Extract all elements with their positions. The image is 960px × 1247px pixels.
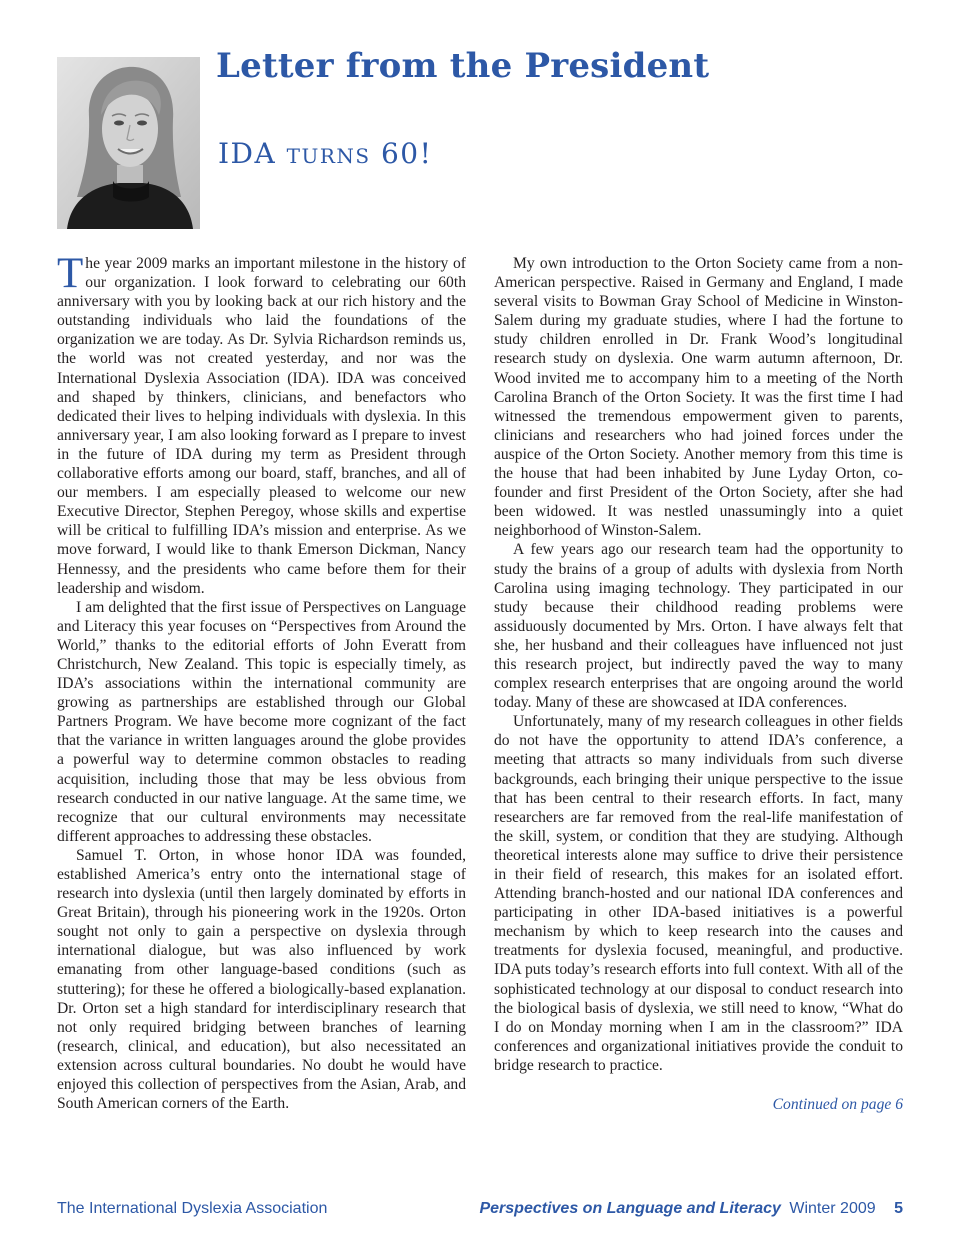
footer-issue: Winter 2009 [789, 1200, 876, 1217]
footer-page-number: 5 [894, 1200, 903, 1217]
article-paragraph: Unfortunately, many of my research colleagues in other fields do not have the opportunity to attend IDA’s conference, a meeting that attracts so many individuals from such diverse backgrounds, each bringing their unique perspective to the issue that has been central to their research efforts. In fact, many researchers are far removed from the real-life manifestation of the skill, system, or condition that they are studying. Although theoretical interests alone may suffice to drive their persistence in their field of research, this makes for an isolated effort. Attending branch-hosted and our national IDA conferences and participating in other IDA-based initiatives is a powerful mechanism by which to keep research into the causes and treatments for dyslexia focused, meaningful, and productive. IDA puts today’s research efforts into full context. With all of the sophisticated technology at our disposal to conduct research into the biological basis of dyslexia, we still need to know, “What do I do on Monday morning when I am in the classroom?” IDA conferences and organizational initiatives provide the conduit to bridge research to practice. [494, 713, 903, 1074]
article-paragraph: The year 2009 marks an important milestone in the history of our organization. I look forward to celebrating our 60th anniversary with you by looking back at our rich history and the outstanding individuals who laid the foundations of the organization we are today. As Dr. Sylvia Richardson reminds us, the world was not created yesterday, and nor was the International Dyslexia Association (IDA). IDA was conceived and shaped by thinkers, clinicians, and benefactors who dedicated their lives to helping individuals with dyslexia. In this anniversary year, I am also looking forward as I prepare to invest in the future of IDA during my term as President through collaborative efforts among our board, staff, branches, and all of our members. I am especially pleased to welcome our new Executive Director, Stephen Peregoy, whose skills and expertise will be critical to fulfilling IDA’s mission and enterprise. As we move forward, I would like to thank Emerson Dickman, Nancy Hennessy, and the presidents who came before them for their leadership and wisdom. [57, 250, 466, 597]
article-paragraph: I am delighted that the first issue of Perspectives on Language and Literacy this year focuses on “Perspectives from Around the World,” thanks to the editorial efforts of John Everatt from Christchurch, New Zealand. This topic is especially timely, as IDA’s associations within the international community are growing as partnerships are established through our Global Partners Program. We have become more cognizant of the fact that the variance in written languages around the globe provides a powerful way to determine common obstacles to reading acquisition, including those that may be less obvious from research conducted in our native language. At the same time, we recognize that our cultural environments may necessitate different approaches to addressing these obstacles. [57, 598, 466, 845]
footer-organization: The International Dyslexia Association [57, 1200, 328, 1217]
drop-cap: T [57, 250, 84, 297]
article-column-right [494, 254, 903, 1075]
page-title: Letter from the President [216, 46, 710, 86]
article-paragraph: Samuel T. Orton, in whose honor IDA was founded, established America’s entry onto the international stage of research into dyslexia (until then largely dominated by efforts in Great Britain), through his pioneering work in the 1920s. Orton sought not only to gain a perspective on dyslexia through international dialogue, but was also influenced by work emanating from other language-based conditions (such as stuttering); for these he offered a biologically-based explanation. Dr. Orton set a high standard for interdisciplinary research that not only required bridging between branches of learning (research, clinical, and education), but also necessitated an extension across cultural boundaries. No doubt he would have enjoyed this collection of perspectives from the Asian, Arab, and South American corners of the Earth. [57, 846, 466, 1113]
footer-publication-title: Perspectives on Language and Literacy [479, 1200, 781, 1217]
article-column-left [57, 250, 466, 1113]
portrait-illustration [57, 57, 200, 229]
article-subtitle: IDA turns 60! [218, 137, 433, 170]
article-paragraph: My own introduction to the Orton Society came from a non-American perspective. Raised in Germany and England, I made several visits to Bowman Gray School of Medicine in Winston-Salem during my graduate studies, where I had the fortune to study children enrolled in Dr. Frank Wood’s longitudinal research study on dyslexia. One warm autumn afternoon, Dr. Wood invited me to accompany him to a meeting of the North Carolina Branch of the Orton Society. It was the first time I had witnessed the tremendous empowerment given to parents, clinicians and researchers who had joined forces under the auspice of the Orton Society. Another memory from this time is the house that had been inhabited by June Lyday Orton, co-founder and first President of the Orton Society, after she had been widowed. It was nestled unassumingly into a quiet neighborhood of Winston-Salem. [494, 255, 903, 540]
continued-on-page-link[interactable]: Continued on page 6 [772, 1096, 903, 1113]
article-paragraph: A few years ago our research team had the opportunity to study the brains of a group of adults with dyslexia from North Carolina using imaging technology. They participated in our study because their childhood reading problems were assiduously documented by Mrs. Orton. I have always felt that she, her husband and their colleagues have influenced not just this research project, but indirectly paved the way to many complex research enterprises that are ongoing around the world today. Many of these are showcased at IDA conferences. [494, 541, 903, 712]
footer-publication-info [479, 1200, 903, 1218]
president-portrait-photo [57, 57, 200, 229]
